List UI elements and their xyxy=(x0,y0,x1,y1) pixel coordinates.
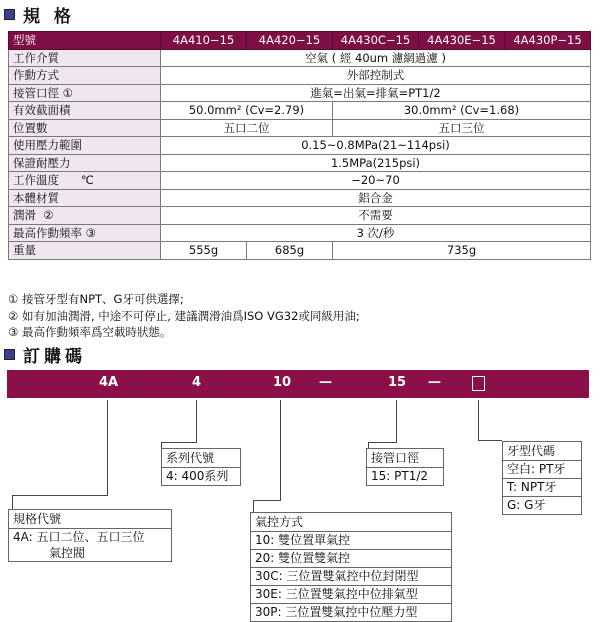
order-code-dash: — xyxy=(428,375,441,390)
port-size-box xyxy=(366,448,444,486)
thread-code-item: T: NPT牙 xyxy=(503,479,581,497)
spec-value: −20~70 xyxy=(161,172,591,190)
model-4a430e: 4A430E−15 xyxy=(419,32,505,50)
thread-code-legend-box xyxy=(502,441,582,515)
control-mode-item: 10: 雙位置單氣控 xyxy=(251,532,451,550)
spec-code-box xyxy=(8,509,172,562)
spec-table xyxy=(8,31,591,260)
spec-label: 工作溫度 ℃ xyxy=(9,172,161,190)
footnotes xyxy=(8,291,360,341)
spec-label: 潤滑 ② xyxy=(9,207,161,225)
thread-code-box xyxy=(472,376,485,391)
spec-value: 進氣=出氣=排氣=PT1/2 xyxy=(161,84,591,102)
spec-row-pressure-range xyxy=(9,137,591,155)
connector-line xyxy=(12,495,108,496)
order-code-bar xyxy=(7,370,589,398)
thread-code-title: 牙型代碼 xyxy=(503,442,581,461)
spec-row-weight xyxy=(9,242,591,260)
connector-line xyxy=(478,440,502,441)
model-4a420: 4A420−15 xyxy=(247,32,333,50)
spec-value: 空氣 ( 經 40um 濾網過濾 ) xyxy=(161,49,591,67)
spec-section-heading xyxy=(4,2,75,27)
order-code-dash: — xyxy=(319,375,332,390)
connector-line xyxy=(107,400,108,495)
order-code-series: 4 xyxy=(192,375,202,390)
spec-label: 位置數 xyxy=(9,119,161,137)
spec-header-row xyxy=(9,32,591,50)
spec-value: 50.0mm² (Cv=2.79) xyxy=(161,102,333,120)
connector-line xyxy=(12,495,13,509)
connector-line xyxy=(280,400,281,500)
control-mode-item: 20: 雙位置雙氣控 xyxy=(251,550,451,568)
spec-label: 使用壓力範圍 xyxy=(9,137,161,155)
spec-value: 不需要 xyxy=(161,207,591,225)
spec-label: 作動方式 xyxy=(9,67,161,85)
spec-row-temperature xyxy=(9,172,591,190)
spec-label: 有效截面積 xyxy=(9,102,161,120)
spec-value: 五口三位 xyxy=(333,119,591,137)
spec-value: 五口二位 xyxy=(161,119,333,137)
spec-section-title: 規 格 xyxy=(23,7,75,27)
control-mode-item: 30P: 三位置雙氣控中位壓力型 xyxy=(255,605,418,619)
order-code-port: 15 xyxy=(388,375,407,390)
connector-line xyxy=(368,442,397,443)
control-mode-item: 30E: 三位置雙氣控中位排氣型 xyxy=(251,586,451,604)
series-code-title: 系列代號 xyxy=(162,449,240,468)
model-label: 型號 xyxy=(9,32,161,50)
control-mode-item: 30C: 三位置雙氣控中位封閉型 xyxy=(251,568,451,586)
spec-value: 3 次/秒 xyxy=(161,224,591,242)
control-mode-title: 氣控方式 xyxy=(251,513,451,532)
port-size-title: 接管口徑 xyxy=(367,449,443,468)
spec-row-max-frequency xyxy=(9,224,591,242)
spec-value: 30.0mm² (Cv=1.68) xyxy=(333,102,591,120)
spec-label: 最高作動頻率 ③ xyxy=(9,224,161,242)
spec-row-lubrication xyxy=(9,207,591,225)
port-size-item: 15: PT1/2 xyxy=(371,469,429,483)
order-code-spec: 4A xyxy=(99,375,119,390)
footnote: ③ 最高作動頻率爲空載時狀態。 xyxy=(8,325,172,339)
spec-label: 重量 xyxy=(9,242,161,260)
connector-line xyxy=(196,400,197,442)
spec-row-medium xyxy=(9,49,591,67)
square-bullet-icon xyxy=(4,9,15,20)
connector-line xyxy=(478,400,479,440)
spec-row-port-size xyxy=(9,84,591,102)
spec-row-body-material xyxy=(9,189,591,207)
spec-value: 0.15~0.8MPa(21~114psi) xyxy=(161,137,591,155)
thread-code-item: G: G牙 xyxy=(507,498,546,512)
spec-value: 735g xyxy=(333,242,591,260)
spec-label: 接管口徑 ① xyxy=(9,84,161,102)
order-section-heading xyxy=(4,342,86,367)
order-section-title: 訂購碼 xyxy=(23,347,86,367)
model-4a430p: 4A430P−15 xyxy=(505,32,591,50)
spec-row-actuation xyxy=(9,67,591,85)
control-mode-box xyxy=(250,512,452,622)
spec-value: 外部控制式 xyxy=(161,67,591,85)
model-4a430c: 4A430C−15 xyxy=(333,32,419,50)
spec-value: 鋁合金 xyxy=(161,189,591,207)
connector-line xyxy=(253,500,254,512)
spec-row-proof-pressure xyxy=(9,154,591,172)
spec-code-item: 4A: 五口二位、五口三位 xyxy=(13,530,145,544)
order-code-control: 10 xyxy=(273,375,292,390)
footnote: ① 接管牙型有NPT、G牙可供選擇; xyxy=(8,292,184,306)
spec-code-title: 規格代號 xyxy=(9,510,171,529)
spec-label: 工作介質 xyxy=(9,49,161,67)
footnote: ② 如有加油潤滑, 中途不可停止, 建議潤滑油爲ISO VG32或同級用油; xyxy=(8,308,360,323)
spec-value: 555g xyxy=(161,242,247,260)
spec-code-item: 氣控閥 xyxy=(49,546,86,560)
thread-code-item: 空白: PT牙 xyxy=(503,461,581,479)
model-4a410: 4A410−15 xyxy=(161,32,247,50)
spec-label: 本體材質 xyxy=(9,189,161,207)
spec-row-effective-area xyxy=(9,102,591,120)
spec-value: 1.5MPa(215psi) xyxy=(161,154,591,172)
spec-row-positions xyxy=(9,119,591,137)
series-code-box xyxy=(161,448,241,486)
series-code-item: 4: 400系列 xyxy=(166,469,229,483)
square-bullet-icon xyxy=(4,349,15,360)
connector-line xyxy=(253,500,281,501)
spec-label: 保證耐壓力 xyxy=(9,154,161,172)
connector-line xyxy=(396,400,397,442)
spec-value: 685g xyxy=(247,242,333,260)
connector-line xyxy=(161,442,197,443)
